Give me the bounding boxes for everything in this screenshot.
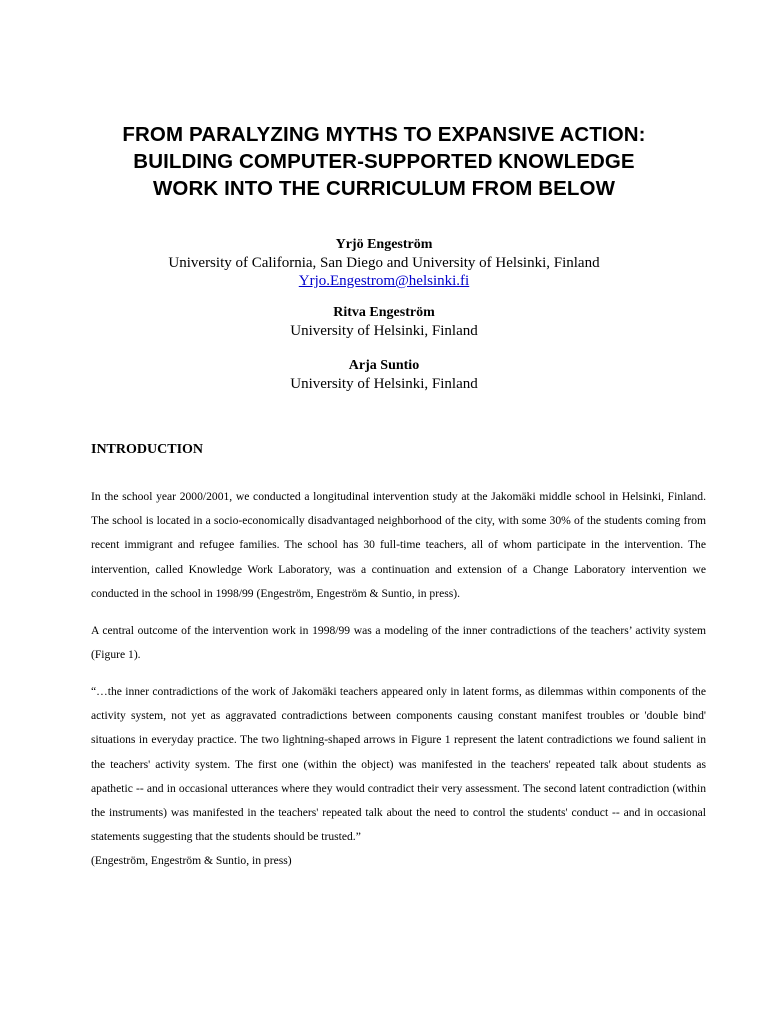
section-heading: INTRODUCTION xyxy=(91,442,204,457)
title-line-1: FROM PARALYZING MYTHS TO EXPANSIVE ACTION: xyxy=(122,123,646,146)
author-affiliation: University of Helsinki, Finland xyxy=(290,376,478,392)
title-line-3: WORK INTO THE CURRICULUM FROM BELOW xyxy=(152,177,616,200)
author-name: Yrjö Engeström xyxy=(335,237,433,252)
author-block-1 xyxy=(60,236,708,290)
body-paragraph: In the school year 2000/2001, we conducted a longitudinal intervention study at the Jakomäki middle school in Helsinki, Finland. The school is located in a socio-economically disadvantaged neighborhood of the city, with some 30% of the students coming from recent immigrant and refugee families. The school has 30 full-time teachers, all of whom participate in the intervention. The intervention, called Knowledge Work Laboratory, was a continuation and extension of a Change Laboratory intervention we conducted in the school in 1998/99 (Engeström, Engeström & Suntio, in press). xyxy=(91,490,706,600)
author-affiliation: University of Helsinki, Finland xyxy=(290,323,478,339)
author-name: Ritva Engeström xyxy=(333,305,435,320)
author-block-2 xyxy=(60,304,708,340)
author-email-link[interactable]: Yrjo.Engestrom@helsinki.fi xyxy=(298,273,470,289)
author-block-3 xyxy=(60,357,708,393)
author-name: Arja Suntio xyxy=(348,358,420,373)
title-line-2: BUILDING COMPUTER-SUPPORTED KNOWLEDGE xyxy=(133,150,635,173)
paper-title xyxy=(60,121,708,202)
body-paragraph: A central outcome of the intervention work in 1998/99 was a modeling of the inner contradictions of the teachers’ activity system (Figure 1). xyxy=(91,624,706,662)
quote-citation: (Engeström, Engeström & Suntio, in press) xyxy=(91,854,292,868)
block-quote xyxy=(91,680,706,874)
quote-text: “…the inner contradictions of the work of Jakomäki teachers appeared only in latent forms, as dilemmas within components of the activity system, not yet as aggravated contradictions between components causing constant manifest troubles or 'double bind' situations in everyday practice. The two lightning-shaped arrows in Figure 1 represent the latent contradictions we found salient in the teachers' activity system. The first one (within the object) was manifested in the teachers' repeated talk about students as apathetic -- and in occasional utterances where they would contradict their very assessment. The second latent contradiction (within the instruments) was manifested in the teachers' repeated talk about the need to control the students' conduct -- and in occasional statements suggesting that the students should be trusted.” xyxy=(91,685,706,844)
author-affiliation: University of California, San Diego and University of Helsinki, Finland xyxy=(168,255,600,271)
